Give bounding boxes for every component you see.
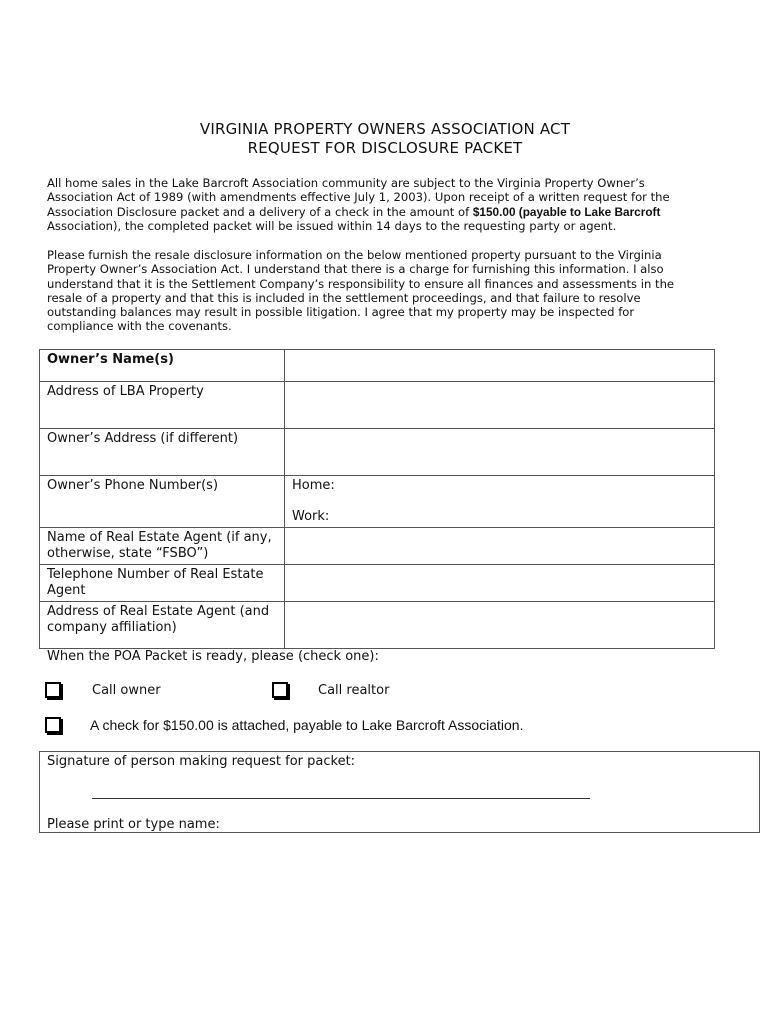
intro-line-text: Association Disclosure packet and a delivery of a check in the amount of: [47, 204, 473, 219]
request-line: outstanding balances may result in possible litigation. I agree that my property may be inspected for: [47, 305, 635, 320]
owner-names-label-cell: [40, 350, 285, 382]
request-line: Property Owner’s Association Act. I understand that there is a charge for furnishing this information. I also: [47, 262, 664, 277]
table-row: [40, 382, 715, 429]
work-phone-label: Work:: [292, 509, 330, 524]
request-line: resale of a property and that this is included in the settlement proceedings, and that failure to resolve: [47, 290, 641, 305]
request-line: compliance with the covenants.: [47, 319, 232, 334]
agent-phone-label: Telephone Number of Real Estate Agent: [40, 565, 285, 602]
owner-address-field[interactable]: [285, 429, 715, 476]
agent-phone-field[interactable]: [285, 565, 715, 602]
request-line: Please furnish the resale disclosure information on the below mentioned property pursuant to the Virginia: [47, 248, 662, 262]
owner-phone-field[interactable]: [285, 476, 715, 528]
owner-names-label: Owner’s Name(s): [47, 352, 174, 367]
owner-address-label: Owner’s Address (if different): [40, 429, 285, 476]
agent-address-label: Address of Real Estate Agent (and company affiliation): [40, 602, 285, 649]
signature-line[interactable]: [92, 798, 590, 799]
call-owner-label: Call owner: [92, 683, 161, 698]
call-realtor-checkbox[interactable]: [272, 682, 288, 698]
intro-line: Association), the completed packet will be issued within 14 days to the requesting party or agent.: [47, 218, 617, 233]
agent-name-label: Name of Real Estate Agent (if any, otherwise, state “FSBO”): [40, 528, 285, 565]
owner-names-field[interactable]: [285, 350, 715, 382]
agent-name-field[interactable]: [285, 528, 715, 565]
check-attached-label: A check for $150.00 is attached, payable to Lake Barcroft Association.: [90, 717, 524, 733]
call-realtor-label: Call realtor: [318, 683, 390, 698]
request-line: understand that it is the Settlement Company’s responsibility to ensure all finances and assessments in the: [47, 276, 675, 291]
owner-phone-label: Owner’s Phone Number(s): [40, 476, 285, 528]
request-paragraph: [47, 248, 727, 334]
call-owner-checkbox[interactable]: [45, 682, 61, 698]
table-row: [40, 350, 715, 382]
intro-line: Association Act of 1989 (with amendments effective July 1, 2003). Upon receipt of a written request for the: [47, 190, 670, 205]
intro-paragraph: [47, 176, 727, 233]
table-row: [40, 602, 715, 649]
title-line-2: REQUEST FOR DISCLOSURE PACKET: [247, 139, 523, 157]
table-row: [40, 429, 715, 476]
lba-address-label: Address of LBA Property: [40, 382, 285, 429]
title-line-1: VIRGINIA PROPERTY OWNERS ASSOCIATION ACT: [199, 120, 571, 138]
table-row: [40, 565, 715, 602]
lba-address-field[interactable]: [285, 382, 715, 429]
home-phone-label: Home:: [292, 478, 335, 493]
signature-box: [39, 751, 760, 833]
intro-line: [47, 205, 727, 219]
property-info-table: [39, 349, 715, 649]
print-name-label: Please print or type name:: [47, 817, 220, 832]
check-one-prompt: When the POA Packet is ready, please (check one):: [47, 649, 379, 664]
agent-address-field[interactable]: [285, 602, 715, 649]
check-attached-checkbox[interactable]: [45, 717, 61, 733]
fee-amount: $150.00 (payable to Lake Barcroft: [472, 204, 661, 219]
table-row: [40, 476, 715, 528]
intro-line: All home sales in the Lake Barcroft Association community are subject to the Virginia Property Owner’s: [47, 176, 645, 190]
signature-label: Signature of person making request for packet:: [47, 754, 356, 769]
table-row: [40, 528, 715, 565]
